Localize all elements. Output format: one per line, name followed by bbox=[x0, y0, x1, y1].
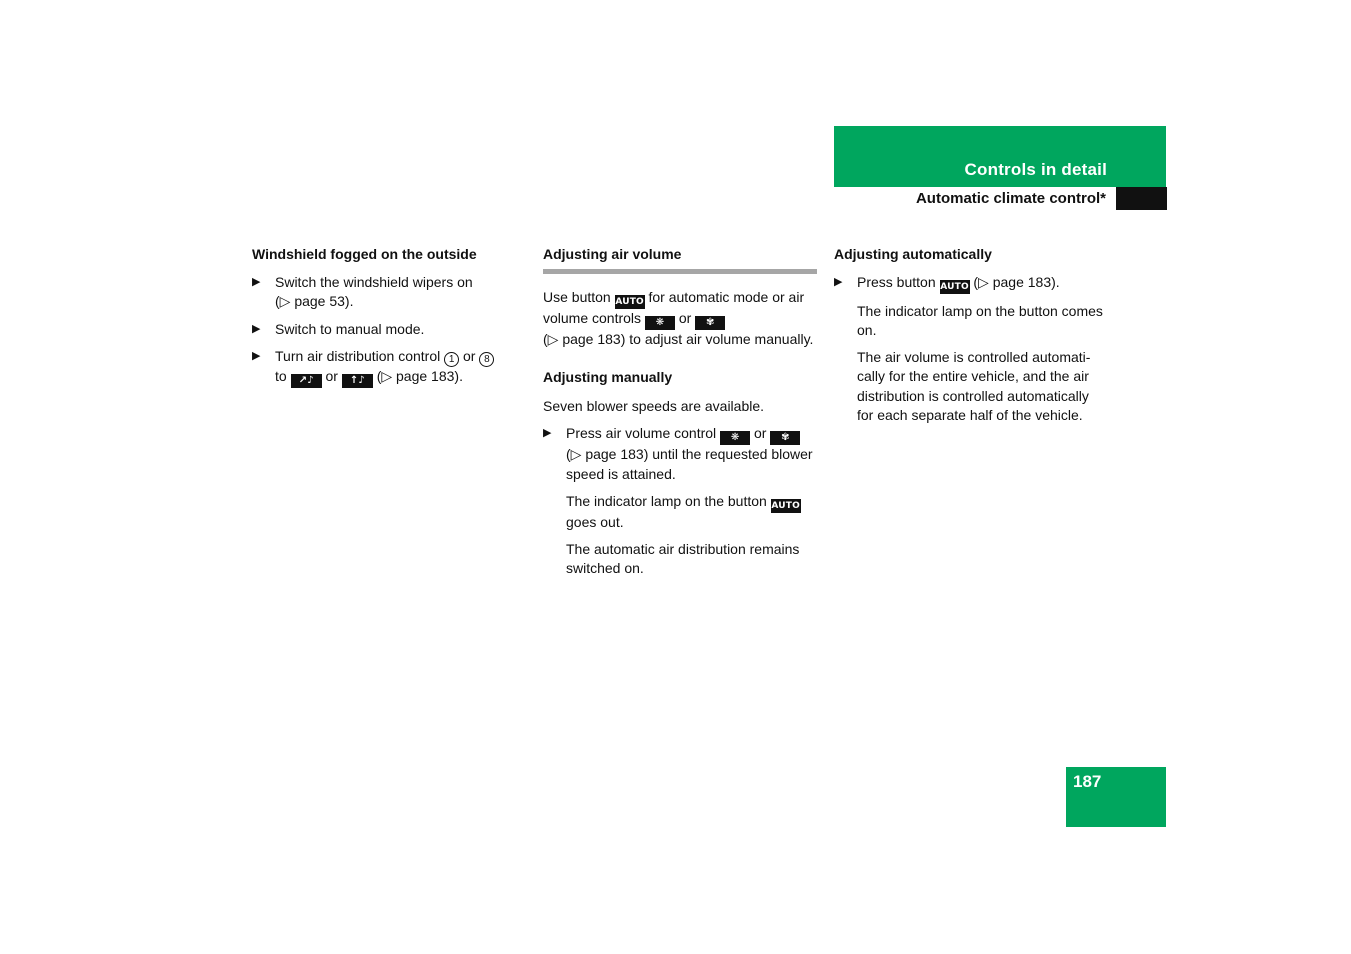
list-item: ▶ Switch to manual mode. bbox=[252, 320, 518, 340]
bullet-icon: ▶ bbox=[543, 427, 552, 439]
windshield-footwell-vent-icon: ↑♪ bbox=[342, 374, 373, 388]
section-title: Controls in detail bbox=[964, 160, 1107, 179]
indented-paragraph: The indicator lamp on the button comes on. bbox=[857, 302, 1103, 338]
page-number-box bbox=[1066, 767, 1166, 827]
auto-button-icon: AUTO bbox=[771, 501, 800, 511]
fan-low-icon: ❋ bbox=[645, 316, 675, 330]
list-item: ▶ Turn air distribution control 1 or 8 to ↗♪ or ↑♪ (▷ page 183). bbox=[252, 347, 518, 388]
subsection-title: Automatic climate control* bbox=[915, 190, 1106, 207]
circle-1-icon: 1 bbox=[444, 352, 459, 367]
bullet-icon: ▶ bbox=[252, 350, 261, 362]
heading-adjusting-manually: Adjusting manually bbox=[543, 369, 673, 385]
column-windshield bbox=[252, 245, 518, 396]
fan-high-icon: ✾ bbox=[770, 431, 800, 445]
header-marker bbox=[1116, 187, 1167, 210]
windshield-vent-icon: ↗♪ bbox=[291, 374, 322, 388]
list-item: ▶ Press air volume control ❋ or ✾ (▷ page 183) until the requested blower speed is attained. bbox=[543, 425, 813, 482]
bullet-icon: ▶ bbox=[252, 322, 261, 335]
indented-paragraph: The indicator lamp on the button AUTO goes out. bbox=[566, 493, 800, 530]
column-air-volume bbox=[543, 245, 817, 586]
list-item: ▶ Press button AUTO (▷ page 183). bbox=[834, 273, 1060, 292]
bullet-icon: ▶ bbox=[252, 275, 261, 288]
indented-paragraph: The air volume is controlled automati-cally for the entire vehicle, and the air distribution is controlled automatically for each separate half of the vehicle. bbox=[857, 348, 1091, 423]
indented-paragraph: The automatic air distribution remains switched on. bbox=[566, 540, 800, 576]
auto-button-icon: AUTO bbox=[615, 296, 644, 307]
heading-air-volume: Adjusting air volume bbox=[543, 246, 682, 262]
list-item: ▶ Switch the windshield wipers on (▷ page 53). bbox=[252, 273, 473, 309]
paragraph: Use button AUTO for automatic mode or air volume controls ❋ or ✾ (▷ page 183) to adjust air volume manually. bbox=[543, 288, 814, 347]
page-number: 187 bbox=[1073, 772, 1102, 791]
paragraph: Seven blower speeds are available. bbox=[543, 397, 765, 414]
bullet-icon: ▶ bbox=[834, 275, 843, 288]
fan-low-icon: ❋ bbox=[720, 431, 750, 445]
circle-8-icon: 8 bbox=[479, 352, 494, 367]
heading-adjusting-automatically: Adjusting automatically bbox=[834, 246, 992, 262]
fan-high-icon: ✾ bbox=[695, 316, 725, 330]
heading-windshield-fogged: Windshield fogged on the outside bbox=[252, 246, 477, 262]
heading-rule bbox=[543, 269, 817, 274]
header-bar bbox=[834, 126, 1166, 187]
auto-button-icon: AUTO bbox=[940, 281, 969, 292]
column-adjusting-automatically bbox=[834, 245, 1106, 433]
